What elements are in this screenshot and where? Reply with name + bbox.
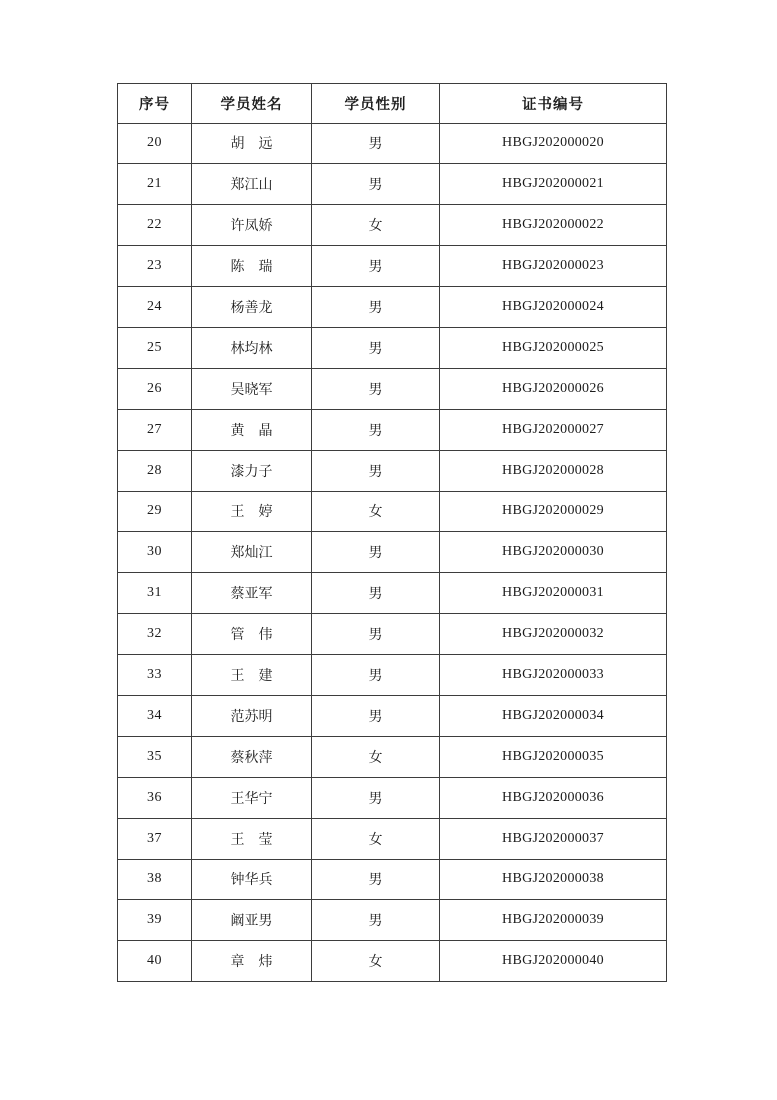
certificate-number-cell: HBGJ202000037 bbox=[440, 818, 667, 859]
serial-number-cell: 31 bbox=[118, 573, 192, 614]
serial-number-cell: 27 bbox=[118, 409, 192, 450]
gender-cell: 男 bbox=[312, 450, 440, 491]
student-name-cell: 郑灿江 bbox=[192, 532, 312, 573]
table-row bbox=[118, 123, 667, 164]
gender-cell: 男 bbox=[312, 655, 440, 696]
student-name-cell: 黄 晶 bbox=[192, 409, 312, 450]
table-row bbox=[118, 818, 667, 859]
table-row bbox=[118, 655, 667, 696]
table-row bbox=[118, 736, 667, 777]
serial-number-cell: 35 bbox=[118, 736, 192, 777]
certificate-number-cell: HBGJ202000030 bbox=[440, 532, 667, 573]
certificate-number-cell: HBGJ202000026 bbox=[440, 368, 667, 409]
gender-cell: 男 bbox=[312, 900, 440, 941]
serial-number-cell: 36 bbox=[118, 777, 192, 818]
student-name-cell: 王 婷 bbox=[192, 491, 312, 532]
student-name-cell: 蔡亚军 bbox=[192, 573, 312, 614]
student-name-cell: 阚亚男 bbox=[192, 900, 312, 941]
table-row bbox=[118, 532, 667, 573]
certificate-number-cell: HBGJ202000032 bbox=[440, 614, 667, 655]
certificate-number-cell: HBGJ202000033 bbox=[440, 655, 667, 696]
serial-number-cell: 29 bbox=[118, 491, 192, 532]
student-name-cell: 王 莹 bbox=[192, 818, 312, 859]
gender-cell: 男 bbox=[312, 246, 440, 287]
table-row bbox=[118, 695, 667, 736]
serial-number-cell: 25 bbox=[118, 327, 192, 368]
student-name-cell: 范苏明 bbox=[192, 695, 312, 736]
serial-number-cell: 26 bbox=[118, 368, 192, 409]
certificate-number-cell: HBGJ202000036 bbox=[440, 777, 667, 818]
student-name-cell: 林均林 bbox=[192, 327, 312, 368]
gender-cell: 男 bbox=[312, 777, 440, 818]
certificate-number-cell: HBGJ202000029 bbox=[440, 491, 667, 532]
table-row bbox=[118, 368, 667, 409]
serial-number-cell: 38 bbox=[118, 859, 192, 900]
gender-cell: 男 bbox=[312, 287, 440, 328]
certificate-number-cell: HBGJ202000034 bbox=[440, 695, 667, 736]
gender-cell: 男 bbox=[312, 532, 440, 573]
table-row bbox=[118, 327, 667, 368]
gender-cell: 男 bbox=[312, 368, 440, 409]
table-row bbox=[118, 287, 667, 328]
student-name-cell: 蔡秋萍 bbox=[192, 736, 312, 777]
serial-number-cell: 40 bbox=[118, 941, 192, 982]
student-name-cell: 吴晓军 bbox=[192, 368, 312, 409]
student-name-cell: 漆力子 bbox=[192, 450, 312, 491]
gender-cell: 男 bbox=[312, 164, 440, 205]
serial-number-cell: 22 bbox=[118, 205, 192, 246]
table-row bbox=[118, 164, 667, 205]
header-row bbox=[118, 84, 667, 124]
student-name-cell: 钟华兵 bbox=[192, 859, 312, 900]
serial-number-cell: 20 bbox=[118, 123, 192, 164]
table-row bbox=[118, 900, 667, 941]
certificate-number-cell: HBGJ202000035 bbox=[440, 736, 667, 777]
certificate-number-cell: HBGJ202000028 bbox=[440, 450, 667, 491]
table-row bbox=[118, 941, 667, 982]
table-row bbox=[118, 409, 667, 450]
serial-number-cell: 32 bbox=[118, 614, 192, 655]
table-row bbox=[118, 450, 667, 491]
serial-number-cell: 33 bbox=[118, 655, 192, 696]
certificate-number-cell: HBGJ202000025 bbox=[440, 327, 667, 368]
table-row bbox=[118, 246, 667, 287]
certificate-number-cell: HBGJ202000038 bbox=[440, 859, 667, 900]
student-name-cell: 郑江山 bbox=[192, 164, 312, 205]
student-name-cell: 章 炜 bbox=[192, 941, 312, 982]
gender-cell: 女 bbox=[312, 941, 440, 982]
header-certificate-number: 证书编号 bbox=[440, 84, 667, 124]
gender-cell: 男 bbox=[312, 859, 440, 900]
certificate-number-cell: HBGJ202000027 bbox=[440, 409, 667, 450]
serial-number-cell: 28 bbox=[118, 450, 192, 491]
certificate-number-cell: HBGJ202000024 bbox=[440, 287, 667, 328]
gender-cell: 男 bbox=[312, 614, 440, 655]
student-name-cell: 王华宁 bbox=[192, 777, 312, 818]
certificate-number-cell: HBGJ202000021 bbox=[440, 164, 667, 205]
student-name-cell: 胡 远 bbox=[192, 123, 312, 164]
table-body bbox=[118, 123, 667, 982]
gender-cell: 男 bbox=[312, 573, 440, 614]
table-row bbox=[118, 491, 667, 532]
certificate-number-cell: HBGJ202000023 bbox=[440, 246, 667, 287]
serial-number-cell: 37 bbox=[118, 818, 192, 859]
certificate-number-cell: HBGJ202000020 bbox=[440, 123, 667, 164]
serial-number-cell: 21 bbox=[118, 164, 192, 205]
table-row bbox=[118, 859, 667, 900]
student-name-cell: 管 伟 bbox=[192, 614, 312, 655]
gender-cell: 女 bbox=[312, 736, 440, 777]
student-roster-table-wrap bbox=[117, 83, 666, 982]
student-roster-table bbox=[117, 83, 667, 982]
certificate-number-cell: HBGJ202000022 bbox=[440, 205, 667, 246]
serial-number-cell: 30 bbox=[118, 532, 192, 573]
header-serial-number: 序号 bbox=[118, 84, 192, 124]
header-student-name: 学员姓名 bbox=[192, 84, 312, 124]
serial-number-cell: 23 bbox=[118, 246, 192, 287]
table-row bbox=[118, 573, 667, 614]
student-name-cell: 杨善龙 bbox=[192, 287, 312, 328]
serial-number-cell: 24 bbox=[118, 287, 192, 328]
certificate-number-cell: HBGJ202000031 bbox=[440, 573, 667, 614]
gender-cell: 女 bbox=[312, 205, 440, 246]
gender-cell: 男 bbox=[312, 327, 440, 368]
header-student-gender: 学员性别 bbox=[312, 84, 440, 124]
gender-cell: 女 bbox=[312, 818, 440, 859]
gender-cell: 男 bbox=[312, 409, 440, 450]
gender-cell: 男 bbox=[312, 695, 440, 736]
gender-cell: 女 bbox=[312, 491, 440, 532]
gender-cell: 男 bbox=[312, 123, 440, 164]
table-row bbox=[118, 777, 667, 818]
serial-number-cell: 34 bbox=[118, 695, 192, 736]
certificate-number-cell: HBGJ202000040 bbox=[440, 941, 667, 982]
student-name-cell: 许凤娇 bbox=[192, 205, 312, 246]
student-name-cell: 王 建 bbox=[192, 655, 312, 696]
serial-number-cell: 39 bbox=[118, 900, 192, 941]
table-row bbox=[118, 205, 667, 246]
certificate-number-cell: HBGJ202000039 bbox=[440, 900, 667, 941]
student-name-cell: 陈 瑞 bbox=[192, 246, 312, 287]
table-row bbox=[118, 614, 667, 655]
